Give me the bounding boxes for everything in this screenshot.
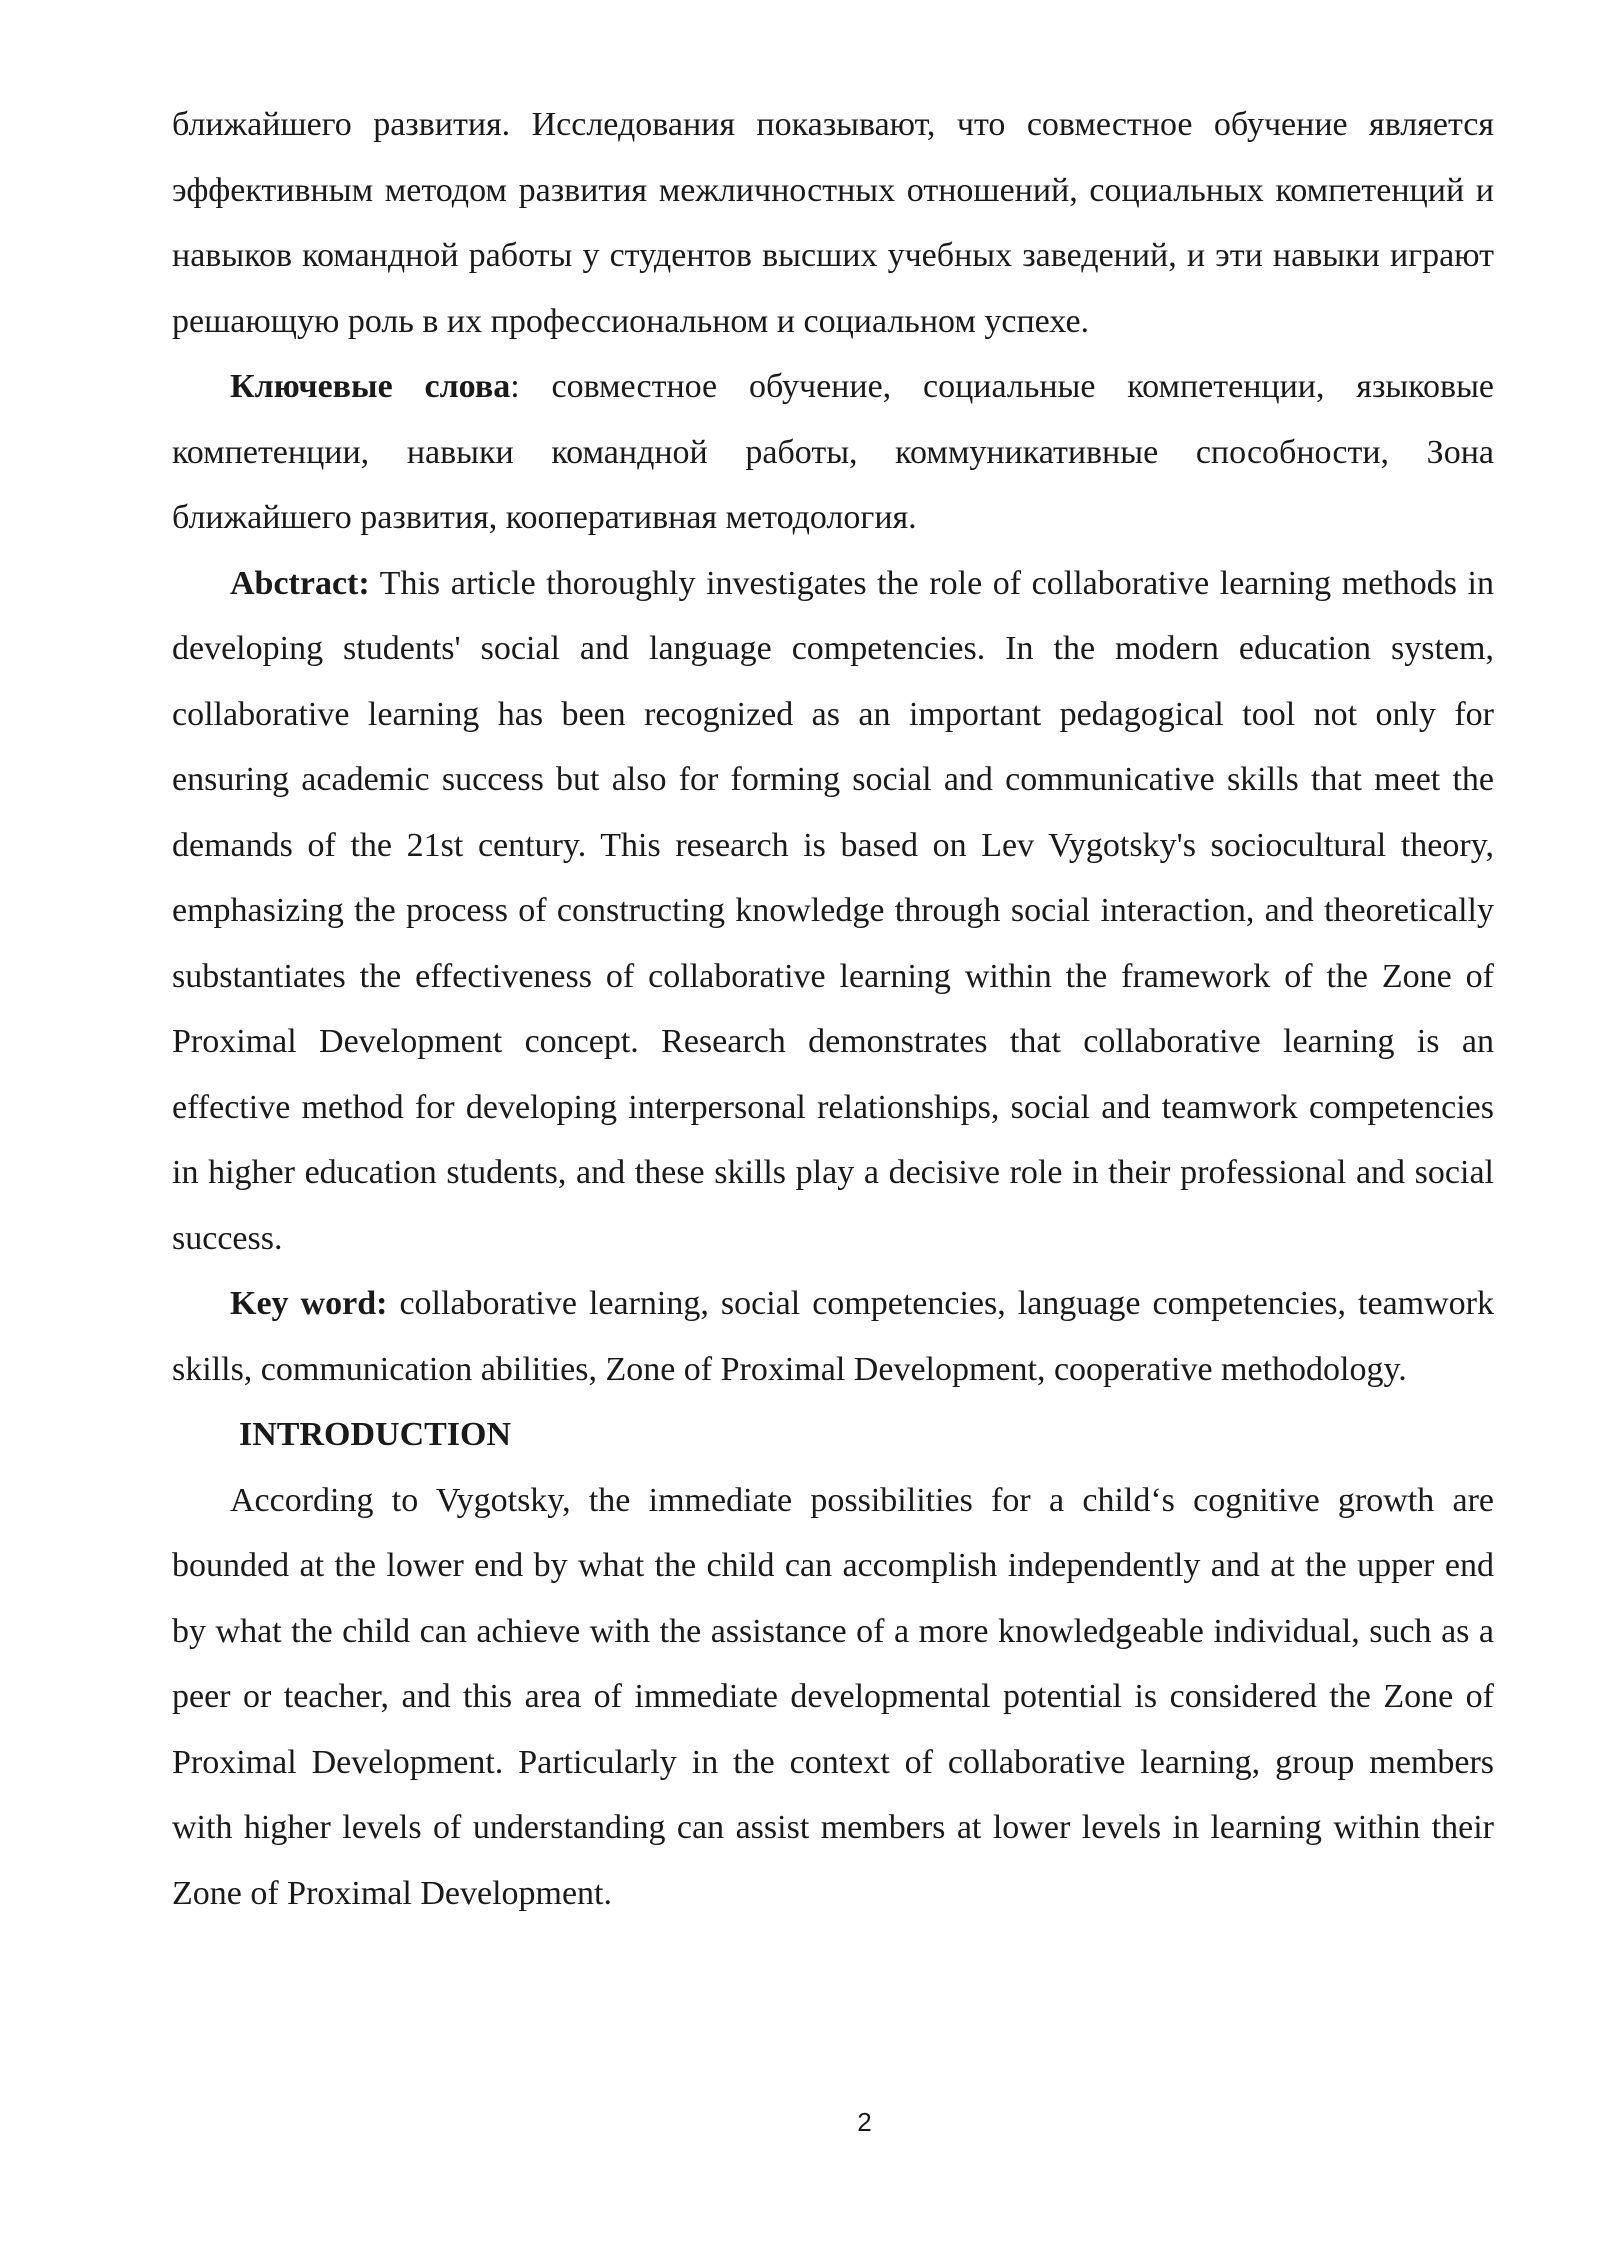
keywords-en-paragraph [172, 1271, 1494, 1402]
introduction-heading: INTRODUCTION [239, 1416, 512, 1453]
keywords-en-text: collaborative learning, social competencies, language competencies, teamwork skills, communication abilities, Zone of Proximal Development, cooperative methodology. [172, 1285, 1494, 1388]
keywords-en-label: Key word: [230, 1285, 388, 1322]
page-number: 2 [857, 2107, 872, 2137]
abstract-text: This article thoroughly investigates the role of collaborative learning methods in developing students' social and language competencies. In the modern education system, collaborative learning has been recognized as an important pedagogical tool not only for ensuring academic success but also for forming social and communicative skills that meet the demands of the 21st century. This research is based on Lev Vygotsky's sociocultural theory, emphasizing the process of constructing knowledge through social interaction, and theoretically substantiates the effectiveness of collaborative learning within the framework of the Zone of Proximal Development concept. Research demonstrates that collaborative learning is an effective method for developing interpersonal relationships, social and teamwork competencies in higher education students, and these skills play a decisive role in their professional and social success. [172, 564, 1494, 1257]
keywords-ru-text: : совместное обучение, социальные компетенции, языковые компетенции, навыки командной работы, коммуникативные способности, Зона ближайшего развития, кооперативная методология. [172, 368, 1495, 536]
keywords-ru-paragraph [172, 354, 1494, 551]
paragraph-continuation: ближайшего развития. Исследования показывают, что совместное обучение является эффективным методом развития межличностных отношений, социальных компетенций и навыков командной работы у студентов высших учебных заведений, и эти навыки играют решающую роль в их профессиональном и социальном успехе. [172, 106, 1494, 340]
abstract-label: Abctract: [230, 564, 370, 602]
keywords-ru-label: Ключевые слова [230, 368, 511, 405]
document-page [172, 92, 1494, 1926]
abstract-paragraph [172, 551, 1494, 1272]
introduction-paragraph: According to Vygotsky, the immediate possibilities for a child‘s cognitive growth are bounded at the lower end by what the child can accomplish independently and at the upper end by what the child can achieve with the assistance of a more knowledgeable individual, such as a peer or teacher, and this area of immediate developmental potential is considered the Zone of Proximal Development. Particularly in the context of collaborative learning, group members with higher levels of understanding can assist members at lower levels in learning within their Zone of Proximal Development. [172, 1481, 1494, 1912]
